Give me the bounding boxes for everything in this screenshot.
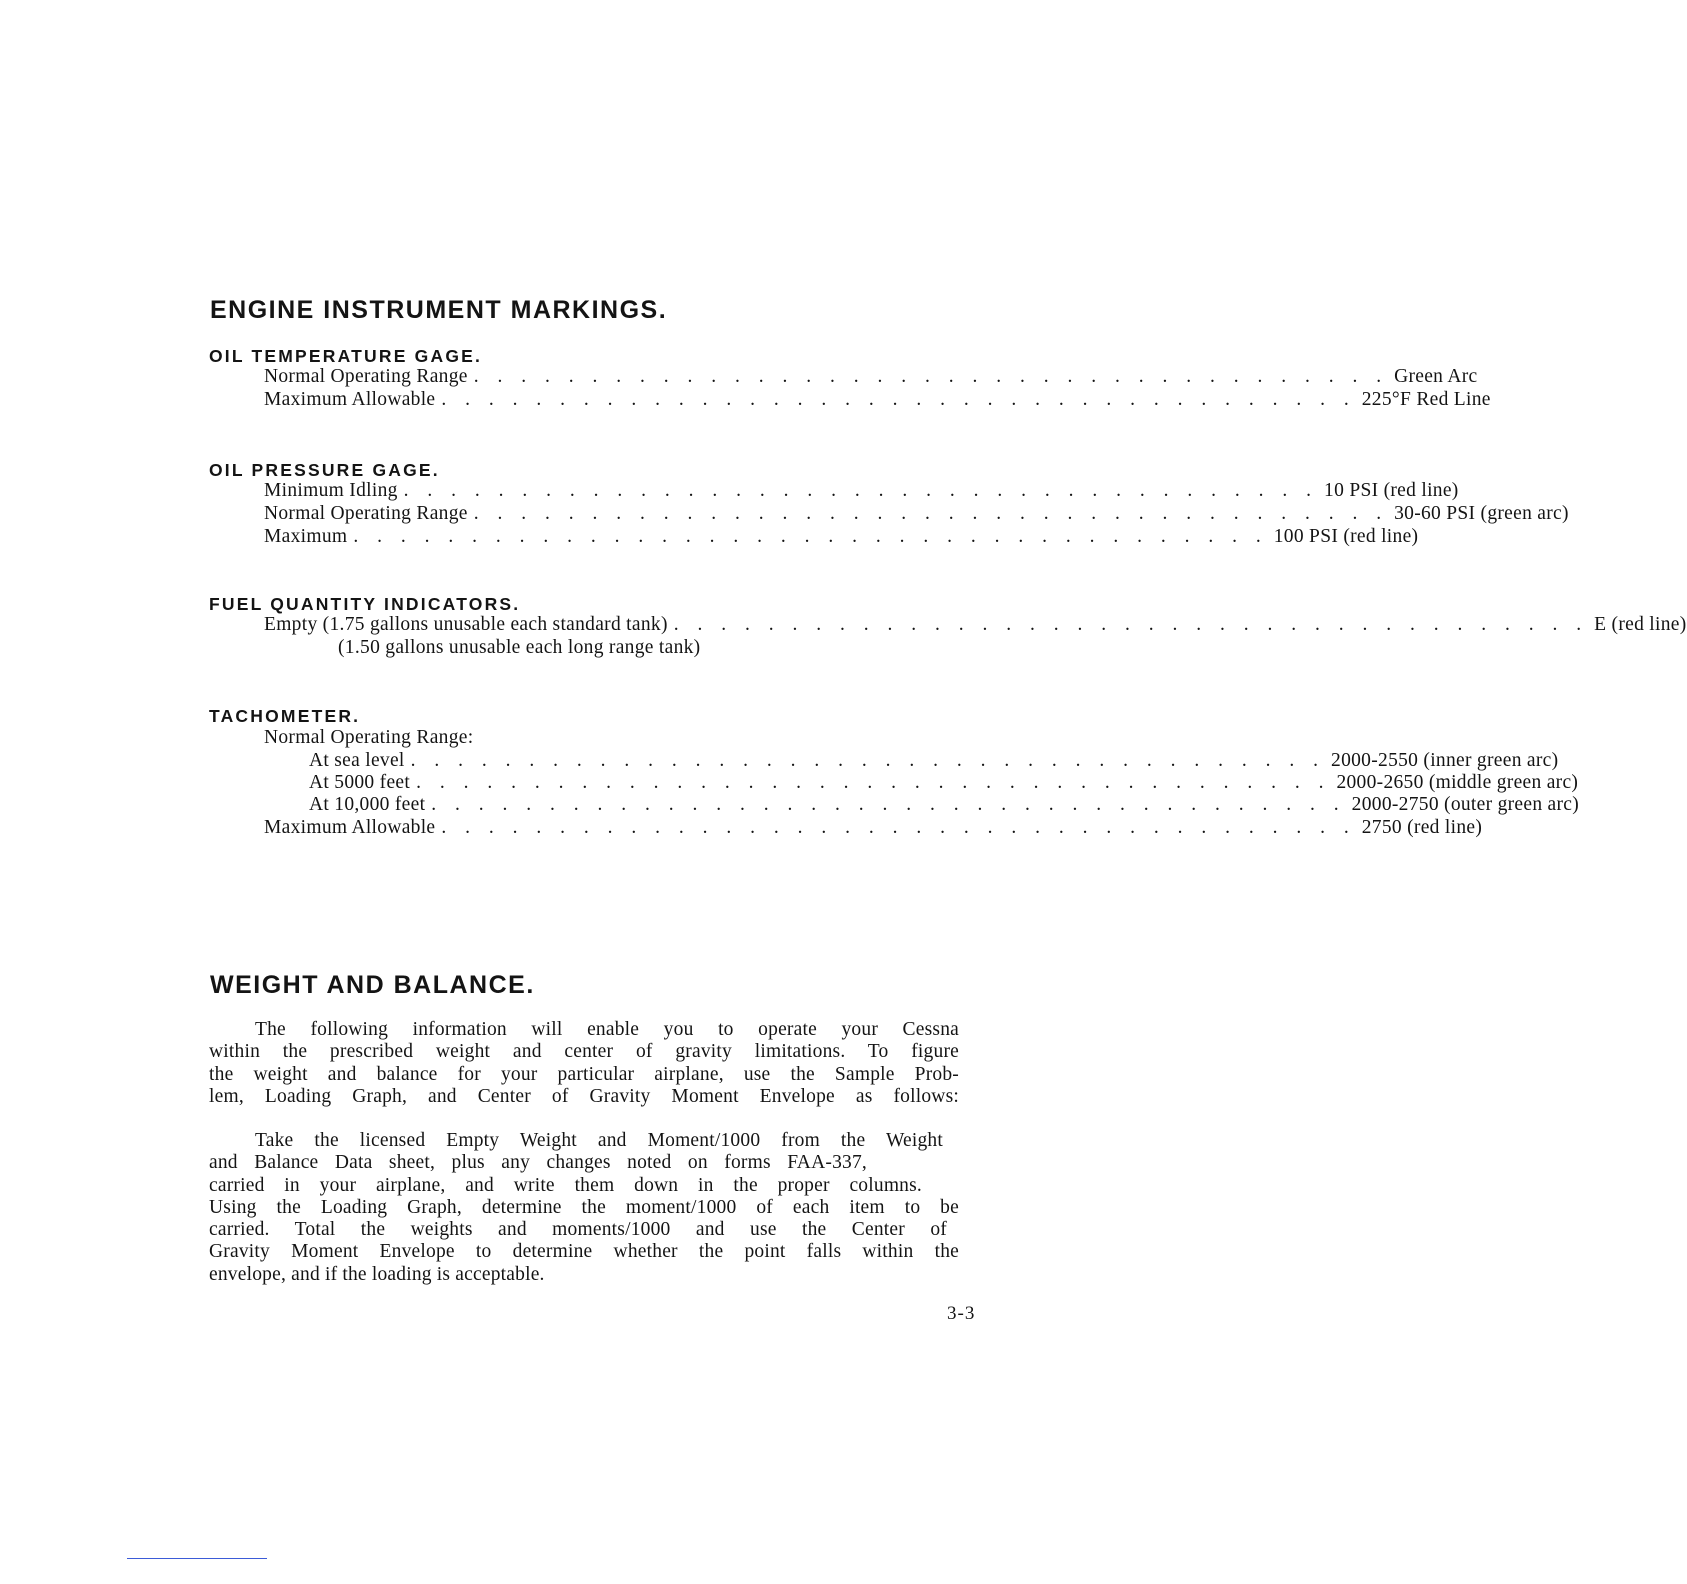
row-label: Normal Operating Range bbox=[264, 503, 468, 524]
row-value: 2750 (red line) bbox=[1361, 817, 1483, 838]
paragraph-line: carried. Total the weights and moments/1000 and use the Center of bbox=[209, 1219, 947, 1241]
row-label: At 5000 feet bbox=[309, 772, 411, 793]
oil-pressure-min-row bbox=[264, 480, 1459, 503]
row-value: 10 PSI (red line) bbox=[1324, 480, 1459, 501]
row-label: At 10,000 feet bbox=[309, 794, 426, 815]
paragraph-line: Take the licensed Empty Weight and Moment/1000 from the Weight bbox=[255, 1130, 943, 1151]
dot-leader: . . . . . . . . . . . . . . . . . . . . . . . . . . . . . . . . . . . . . . . bbox=[473, 503, 1389, 524]
paragraph-line: Using the Loading Graph, determine the moment/1000 of each item to be bbox=[209, 1196, 959, 1218]
paragraph-line: Gravity Moment Envelope to determine whether the point falls within the bbox=[209, 1241, 959, 1263]
dot-leader: . . . . . . . . . . . . . . . . . . . . . . . . . . . . . . . . . . . . . . . bbox=[473, 366, 1389, 387]
dot-leader: . . . . . . . . . . . . . . . . . . . . . . . . . . . . . . . . . . . . . . . bbox=[353, 526, 1268, 547]
row-value: 30-60 PSI (green arc) bbox=[1394, 503, 1569, 524]
tach-sea-level-row bbox=[309, 750, 1559, 773]
weight-balance-paragraph-1 bbox=[209, 1019, 959, 1108]
row-value: 225°F Red Line bbox=[1361, 389, 1491, 410]
page-number: 3-3 bbox=[947, 1303, 976, 1324]
dot-leader: . . . . . . . . . . . . . . . . . . . . . . . . . . . . . . . . . . . . . . . bbox=[416, 772, 1331, 793]
weight-and-balance-title: WEIGHT AND BALANCE. bbox=[210, 971, 535, 999]
paragraph-line: envelope, and if the loading is acceptable. bbox=[209, 1263, 545, 1285]
weight-balance-paragraph-2 bbox=[209, 1130, 959, 1286]
tach-5000-row bbox=[309, 772, 1579, 795]
oil-temp-normal-row bbox=[264, 366, 1478, 389]
paragraph-line: within the prescribed weight and center of gravity limitations. To figure bbox=[209, 1041, 959, 1063]
row-label: Maximum Allowable bbox=[264, 389, 436, 410]
oil-pressure-max-row bbox=[264, 526, 1419, 549]
fuel-long-range-note: (1.50 gallons unusable each long range tank) bbox=[338, 637, 701, 658]
row-label: Minimum Idling bbox=[264, 480, 398, 501]
fuel-quantity-heading: FUEL QUANTITY INDICATORS. bbox=[209, 594, 521, 614]
row-value: E (red line) bbox=[1594, 614, 1687, 635]
dot-leader: . . . . . . . . . . . . . . . . . . . . . . . . . . . . . . . . . . . . . . . bbox=[410, 750, 1326, 771]
row-label: At sea level bbox=[309, 750, 405, 771]
tach-normal-label: Normal Operating Range: bbox=[264, 727, 474, 748]
tach-max-row bbox=[264, 817, 1483, 840]
row-value: Green Arc bbox=[1394, 366, 1478, 387]
oil-temp-max-row bbox=[264, 389, 1491, 412]
oil-pressure-normal-row bbox=[264, 503, 1569, 526]
row-label: Maximum bbox=[264, 526, 348, 547]
engine-instrument-markings-title: ENGINE INSTRUMENT MARKINGS. bbox=[210, 296, 668, 324]
oil-temperature-heading: OIL TEMPERATURE GAGE. bbox=[209, 346, 483, 366]
dot-leader: . . . . . . . . . . . . . . . . . . . . . . . . . . . . . . . . . . . . . . . bbox=[431, 794, 1346, 815]
paragraph-line: lem, Loading Graph, and Center of Gravity Moment Envelope as follows: bbox=[209, 1085, 959, 1107]
tachometer-heading: TACHOMETER. bbox=[209, 706, 361, 726]
row-value: 2000-2750 (outer green arc) bbox=[1351, 794, 1580, 815]
paragraph-line: and Balance Data sheet, plus any changes noted on forms FAA-337, bbox=[209, 1152, 867, 1174]
dot-leader: . . . . . . . . . . . . . . . . . . . . . . . . . . . . . . . . . . . . . . . bbox=[403, 480, 1319, 501]
fuel-empty-row bbox=[264, 614, 1687, 637]
dot-leader: . . . . . . . . . . . . . . . . . . . . . . . . . . . . . . . . . . . . . . . bbox=[441, 817, 1356, 838]
dot-leader: . . . . . . . . . . . . . . . . . . . . . . . . . . . . . . . . . . . . . . . bbox=[441, 389, 1356, 410]
row-label: Maximum Allowable bbox=[264, 817, 436, 838]
row-value: 2000-2650 (middle green arc) bbox=[1336, 772, 1579, 793]
scan-underline-mark bbox=[127, 1558, 267, 1559]
oil-pressure-heading: OIL PRESSURE GAGE. bbox=[209, 460, 440, 480]
dot-leader: . . . . . . . . . . . . . . . . . . . . . . . . . . . . . . . . . . . . . . . bbox=[673, 614, 1589, 635]
paragraph-line: The following information will enable you to operate your Cessna bbox=[255, 1019, 959, 1040]
row-value: 100 PSI (red line) bbox=[1273, 526, 1419, 547]
tach-10000-row bbox=[309, 794, 1580, 817]
row-label: Normal Operating Range bbox=[264, 366, 468, 387]
row-label: Empty (1.75 gallons unusable each standard tank) bbox=[264, 614, 668, 635]
row-value: 2000-2550 (inner green arc) bbox=[1331, 750, 1559, 771]
paragraph-line: the weight and balance for your particular airplane, use the Sample Prob- bbox=[209, 1063, 959, 1085]
paragraph-line: carried in your airplane, and write them down in the proper columns. bbox=[209, 1174, 922, 1196]
